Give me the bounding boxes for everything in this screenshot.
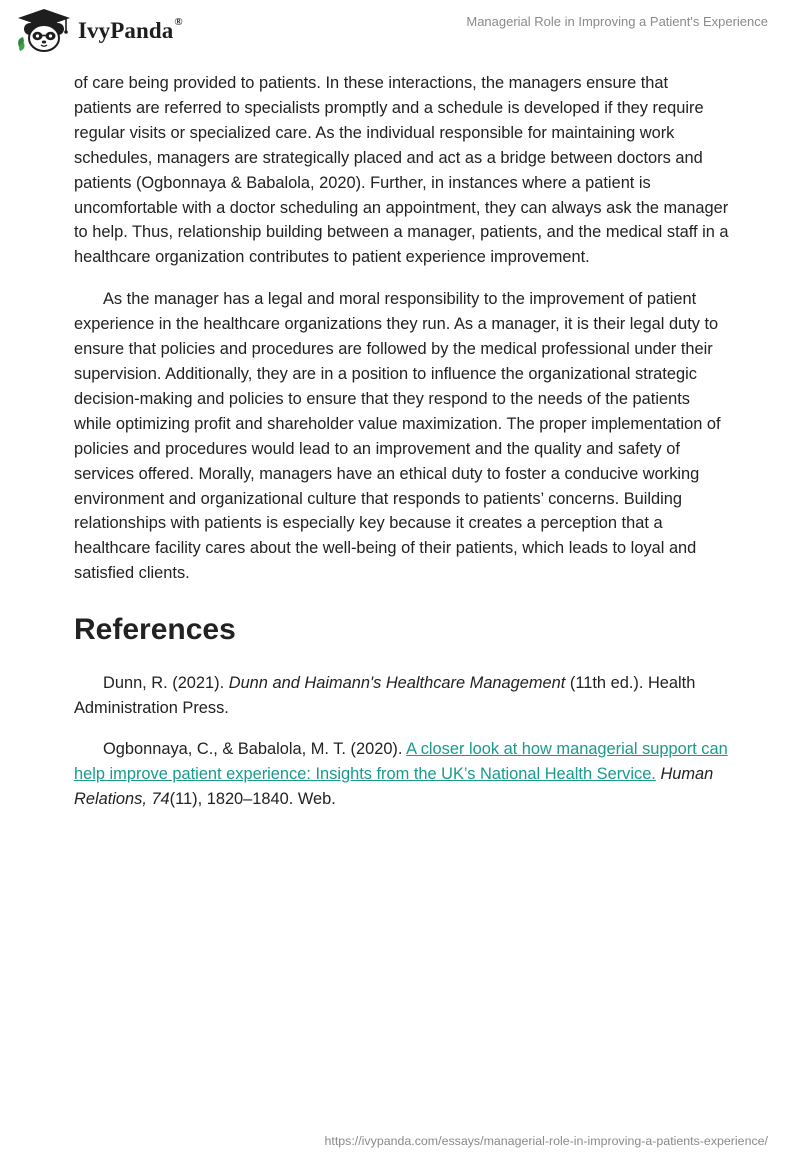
panda-mascot-icon (14, 7, 74, 53)
reference-publisher: (11th ed.). Health Administration Press. (74, 674, 696, 718)
document-title: Managerial Role in Improving a Patient's Experience (466, 14, 768, 29)
body-paragraph-2: As the manager has a legal and moral responsibility to the improvement of patient experience in the healthcare organizations they run. As a manager, it is their legal duty to ensure that policies and procedures are followed by the medical professional under their supervision. Additionally, they are in a position to influence the organizational strategic decision-making and policies to ensure that they respond to the needs of the patients while optimizing profit and shareholder value maximization. The proper implementation of policies and procedures would lead to an improvement and the quality and safety of services offered. Morally, managers have an ethical duty to foster a conducive working environment and organizational culture that responds to patients’ concerns. Building relationships with patients is especially key because it creates a perception that a healthcare facility cares about the well-being of their patients, which leads to loyal and satisfied clients. (74, 290, 721, 583)
reference-details: (11), 1820–1840. Web. (169, 789, 336, 808)
registered-mark: ® (174, 16, 183, 28)
essay-content (74, 71, 730, 812)
ivypanda-logo[interactable] (14, 7, 183, 53)
reference-item (74, 671, 730, 721)
brand-name: IvyPanda® (78, 16, 183, 43)
reference-authors: Dunn, R. (2021). (103, 674, 229, 693)
reference-authors: Ogbonnaya, C., & Babalola, M. T. (2020). (103, 739, 407, 758)
body-paragraph-1: of care being provided to patients. In these interactions, the managers ensure that patients are referred to specialists promptly and a schedule is developed if they require regular visits or specialized care. As the individual responsible for maintaining work schedules, managers are strategically placed and act as a bridge between doctors and patients (Ogbonnaya & Babalola, 2020). Further, in instances where a patient is uncomfortable with a doctor scheduling an appointment, they can always ask the manager to help. Thus, relationship building between a manager, patients, and the medical staff in a healthcare organization contributes to patient experience improvement. (74, 74, 729, 267)
reference-title: Dunn and Haimann's Healthcare Management (228, 674, 566, 693)
page-header (0, 0, 800, 66)
references-heading: References (74, 613, 236, 647)
reference-link[interactable]: A closer look at how managerial support can help improve patient experience: Insights from the UK’s National Health Service. (74, 739, 728, 783)
reference-journal: Human Relations, 74 (74, 764, 714, 808)
footer-url[interactable]: https://ivypanda.com/essays/managerial-role-in-improving-a-patients-experience/ (324, 1134, 768, 1148)
reference-item (74, 737, 730, 812)
